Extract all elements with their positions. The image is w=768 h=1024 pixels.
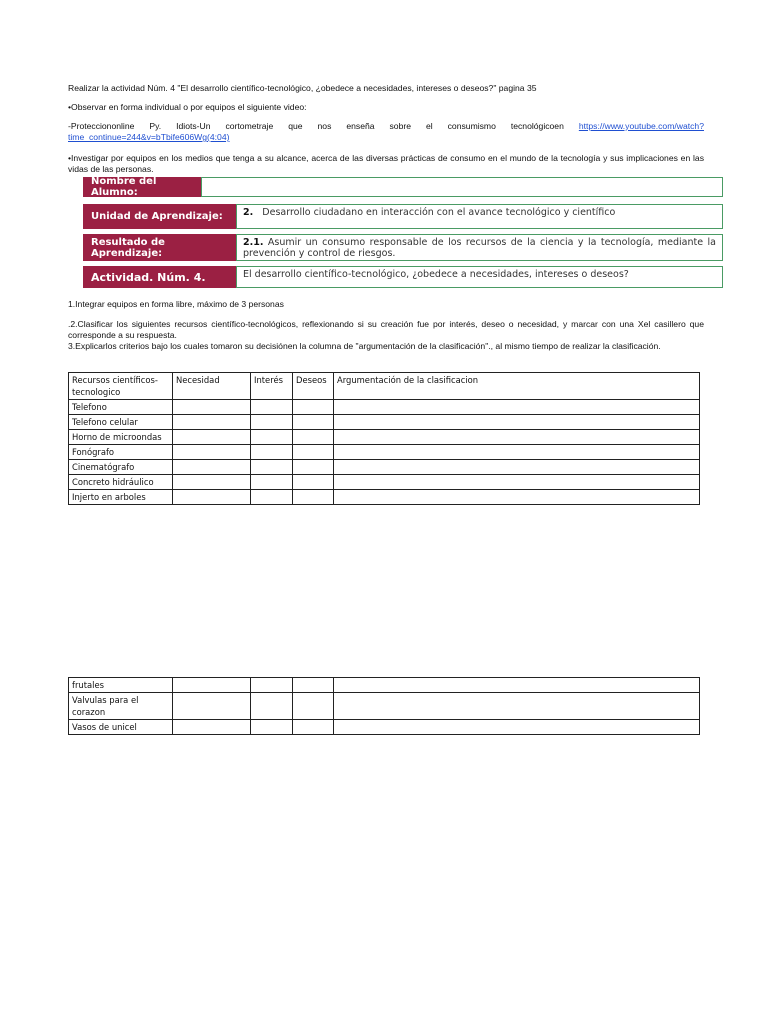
unit-row [83, 204, 723, 229]
resource-name: frutales [69, 678, 173, 693]
unit-text: Desarrollo ciudadano en interacción con el avance tecnológico y científico [262, 207, 616, 218]
desires-cell[interactable] [293, 445, 334, 460]
student-name-row [83, 177, 723, 197]
desires-cell[interactable] [293, 475, 334, 490]
video-description: -Protecciononline Py. Idiots-Un cortometraje que nos enseña sobre el consumismo tecnológicoen [68, 121, 579, 131]
unit-label: Unidad de Aprendizaje: [83, 204, 236, 229]
table-row [69, 490, 700, 505]
interest-cell[interactable] [251, 460, 293, 475]
argumentation-cell[interactable] [334, 430, 700, 445]
table-header-row [69, 373, 700, 400]
result-value [236, 234, 723, 261]
desires-cell[interactable] [293, 400, 334, 415]
table-row [69, 720, 700, 735]
table-row [69, 460, 700, 475]
header-desires: Deseos [293, 373, 334, 400]
resource-name: Fonógrafo [69, 445, 173, 460]
activity-label: Actividad. Núm. 4. [83, 266, 236, 288]
step-3: 3.Explicarlos criterios bajo los cuales tomaron su decisiónen la columna de "argumentación de la clasificación"., al mismo tiempo de realizar la clasificación. [68, 341, 661, 351]
video-instruction [68, 121, 704, 143]
classification-table [68, 372, 700, 505]
step-1: 1.Integrar equipos en forma libre, máximo de 3 personas [68, 299, 284, 309]
table-row [69, 415, 700, 430]
interest-cell[interactable] [251, 678, 293, 693]
interest-cell[interactable] [251, 445, 293, 460]
activity-instruction: Realizar la actividad Núm. 4 "El desarrollo científico-tecnológico, ¿obedece a necesidades, intereses o deseos?" pagina 35 [68, 83, 537, 93]
necessity-cell[interactable] [173, 430, 251, 445]
resource-name: Concreto hidráulico [69, 475, 173, 490]
resource-name: Telefono celular [69, 415, 173, 430]
student-name-label: Nombre del Alumno: [83, 177, 201, 197]
necessity-cell[interactable] [173, 490, 251, 505]
result-text: Asumir un consumo responsable de los recursos de la ciencia y la tecnología, mediante la prevención y control de riesgos. [243, 237, 716, 259]
resource-name: Horno de microondas [69, 430, 173, 445]
argumentation-cell[interactable] [334, 445, 700, 460]
interest-cell[interactable] [251, 475, 293, 490]
table-row [69, 678, 700, 693]
activity-value: El desarrollo científico-tecnológico, ¿obedece a necesidades, intereses o deseos? [236, 266, 723, 288]
resource-name: Vasos de unicel [69, 720, 173, 735]
resource-name: Cinematógrafo [69, 460, 173, 475]
interest-cell[interactable] [251, 415, 293, 430]
header-interest: Interés [251, 373, 293, 400]
student-name-field[interactable] [201, 177, 723, 197]
argumentation-cell[interactable] [334, 720, 700, 735]
header-resources: Recursos científicos-tecnologico [69, 373, 173, 400]
result-number: 2.1. [243, 237, 264, 248]
step-2: .2.Clasificar los siguientes recursos científico-tecnológicos, reflexionando si su creación fue por interés, deseo o necesidad, y marcar con una Xel casillero que corresponde a su respuesta. [68, 319, 704, 340]
investigate-instruction: •Investigar por equipos en los medios que tenga a su alcance, acerca de las diversas prácticas de consumo en el mundo de la tecnología y sus implicaciones en las vidas de las personas. [68, 153, 704, 174]
table-row [69, 475, 700, 490]
argumentation-cell[interactable] [334, 693, 700, 720]
desires-cell[interactable] [293, 460, 334, 475]
table-row [69, 693, 700, 720]
desires-cell[interactable] [293, 490, 334, 505]
necessity-cell[interactable] [173, 475, 251, 490]
desires-cell[interactable] [293, 415, 334, 430]
argumentation-cell[interactable] [334, 678, 700, 693]
desires-cell[interactable] [293, 693, 334, 720]
argumentation-cell[interactable] [334, 460, 700, 475]
interest-cell[interactable] [251, 430, 293, 445]
interest-cell[interactable] [251, 400, 293, 415]
necessity-cell[interactable] [173, 693, 251, 720]
table-row [69, 430, 700, 445]
unit-value [236, 204, 723, 229]
desires-cell[interactable] [293, 720, 334, 735]
classification-table-continued [68, 677, 700, 735]
interest-cell[interactable] [251, 720, 293, 735]
argumentation-cell[interactable] [334, 400, 700, 415]
necessity-cell[interactable] [173, 415, 251, 430]
activity-row [83, 266, 723, 288]
desires-cell[interactable] [293, 678, 334, 693]
necessity-cell[interactable] [173, 445, 251, 460]
necessity-cell[interactable] [173, 678, 251, 693]
argumentation-cell[interactable] [334, 415, 700, 430]
video-link[interactable]: https://www.youtube.com/watch?time_continue=244&v=bTbife606Wg(4:04) [68, 121, 704, 142]
result-label: Resultado de Aprendizaje: [83, 234, 236, 261]
header-necessity: Necesidad [173, 373, 251, 400]
necessity-cell[interactable] [173, 720, 251, 735]
unit-number: 2. [243, 207, 254, 218]
resource-name: Telefono [69, 400, 173, 415]
desires-cell[interactable] [293, 430, 334, 445]
observe-instruction: •Observar en forma individual o por equipos el siguiente video: [68, 102, 307, 112]
interest-cell[interactable] [251, 693, 293, 720]
table-row [69, 400, 700, 415]
interest-cell[interactable] [251, 490, 293, 505]
header-argumentation: Argumentación de la clasificacion [334, 373, 700, 400]
result-row [83, 234, 723, 261]
resource-name: Valvulas para el corazon [69, 693, 173, 720]
necessity-cell[interactable] [173, 400, 251, 415]
argumentation-cell[interactable] [334, 490, 700, 505]
resource-name: Injerto en arboles [69, 490, 173, 505]
necessity-cell[interactable] [173, 460, 251, 475]
argumentation-cell[interactable] [334, 475, 700, 490]
table-row [69, 445, 700, 460]
